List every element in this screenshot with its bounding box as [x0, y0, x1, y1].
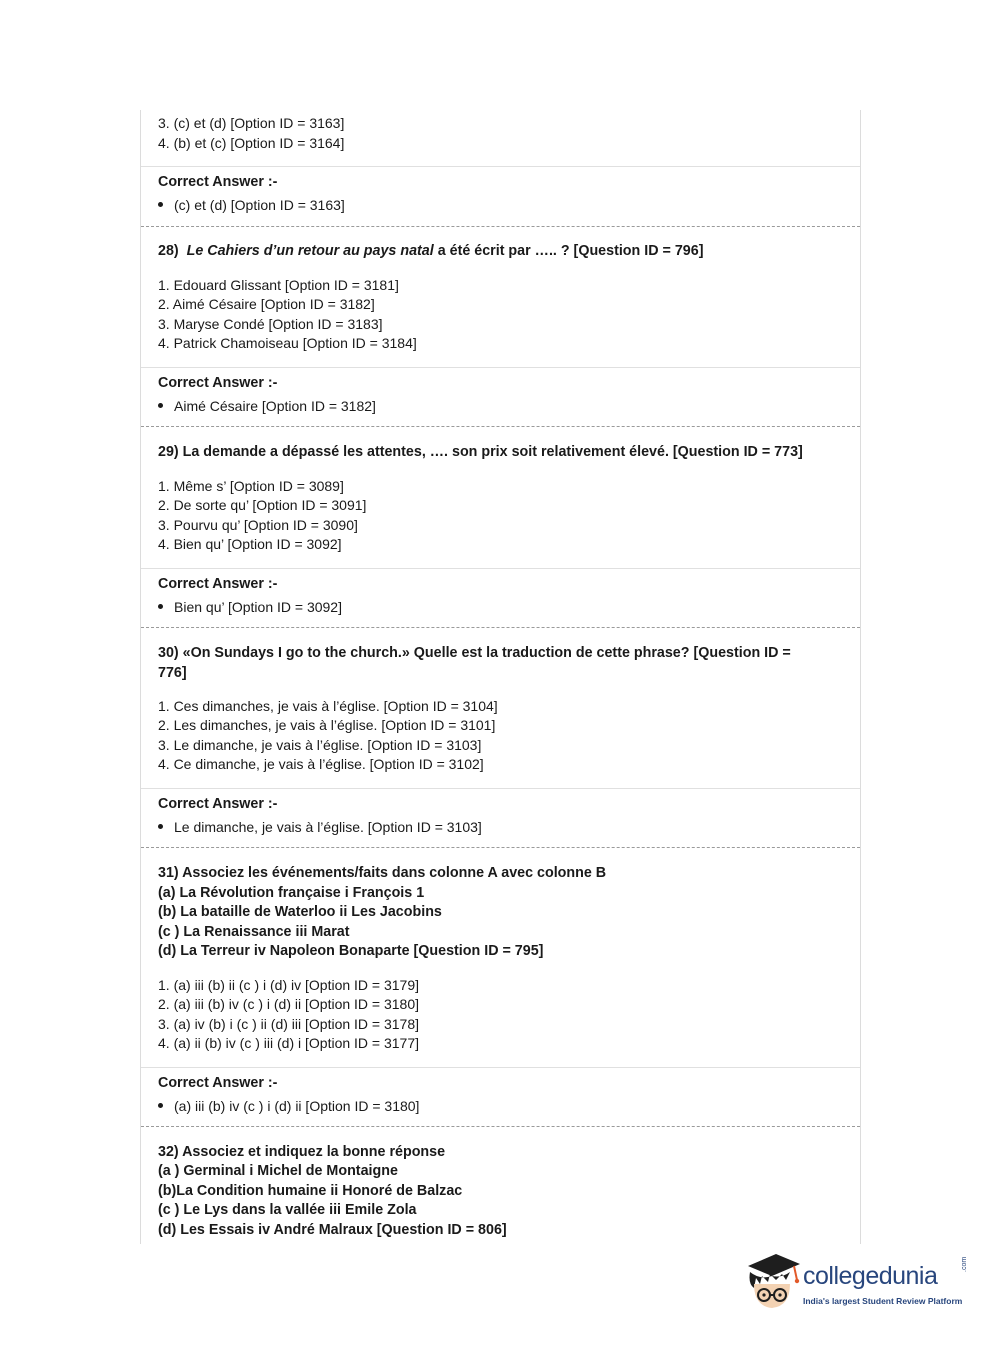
correct-answer-text: Le dimanche, je vais à l’église. [Option ID = 3103] — [174, 819, 482, 835]
question-separator — [141, 426, 860, 427]
mascot-icon — [742, 1250, 802, 1312]
logo-domain-suffix: .com — [961, 1256, 968, 1272]
exam-sheet — [140, 110, 861, 1244]
correct-answer-label: Correct Answer :- — [158, 576, 278, 592]
correct-answer-text: Bien qu’ [Option ID = 3092] — [174, 599, 342, 615]
question-line: (c ) La Renaissance iii Marat — [158, 924, 350, 940]
divider — [141, 1067, 860, 1068]
question-line: (a ) Germinal i Michel de Montaigne — [158, 1163, 398, 1179]
question-line: (b)La Condition humaine ii Honoré de Balzac — [158, 1183, 463, 1199]
question-line: (d) La Terreur iv Napoleon Bonaparte [Question ID = 795] — [158, 943, 544, 959]
correct-answer-item — [158, 1097, 419, 1117]
option-item: 4. (b) et (c) [Option ID = 3164] — [158, 135, 345, 151]
option-item: 1. Edouard Glissant [Option ID = 3181] — [158, 277, 399, 293]
divider — [141, 568, 860, 569]
divider — [141, 166, 860, 167]
question-line: (d) Les Essais iv André Malraux [Question ID = 806] — [158, 1222, 507, 1238]
option-item: 1. Ces dimanches, je vais à l’église. [Option ID = 3104] — [158, 698, 498, 714]
bullet-icon — [158, 1103, 163, 1108]
question-title: 29) La demande a dépassé les attentes, …. son prix soit relativement élevé. [Question ID = 773] — [158, 444, 803, 460]
correct-answer-label: Correct Answer :- — [158, 1075, 278, 1091]
option-item: 4. Bien qu’ [Option ID = 3092] — [158, 536, 342, 552]
correct-answer-item — [158, 397, 376, 417]
correct-answer-label: Correct Answer :- — [158, 796, 278, 812]
bullet-icon — [158, 202, 163, 207]
option-item: 4. (a) ii (b) iv (c ) iii (d) i [Option ID = 3177] — [158, 1035, 420, 1051]
bullet-icon — [158, 824, 163, 829]
option-item: 2. De sorte qu’ [Option ID = 3091] — [158, 497, 367, 513]
option-item: 3. (a) iv (b) i (c ) ii (d) iii [Option ID = 3178] — [158, 1016, 420, 1032]
question-line: (a) La Révolution française i François 1 — [158, 885, 425, 901]
option-item: 3. (c) et (d) [Option ID = 3163] — [158, 115, 345, 131]
correct-answer-item — [158, 196, 345, 216]
question-separator — [141, 1126, 860, 1127]
question-title: 31) Associez les événements/faits dans colonne A avec colonne B — [158, 865, 607, 881]
question-number: 28) — [158, 243, 179, 259]
question-title: 32) Associez et indiquez la bonne réponse — [158, 1144, 446, 1160]
divider — [141, 788, 860, 789]
question-title: 30) «On Sundays I go to the church.» Quelle est la traduction de cette phrase? [Question ID = — [158, 645, 791, 661]
correct-answer-text: Aimé Césaire [Option ID = 3182] — [174, 398, 376, 414]
correct-answer-item — [158, 818, 482, 838]
bullet-icon — [158, 604, 163, 609]
option-item: 2. (a) iii (b) iv (c ) i (d) ii [Option ID = 3180] — [158, 996, 420, 1012]
collegedunia-logo[interactable] — [742, 1250, 972, 1320]
option-item: 3. Pourvu qu’ [Option ID = 3090] — [158, 517, 358, 533]
question-title-continued: 776] — [158, 665, 187, 681]
question-title — [158, 242, 703, 262]
question-line: (b) La bataille de Waterloo ii Les Jacobins — [158, 904, 442, 920]
option-item: 4. Ce dimanche, je vais à l’église. [Option ID = 3102] — [158, 756, 484, 772]
question-title-italic: Le Cahiers d’un retour au pays natal — [186, 243, 434, 259]
correct-answer-text: (c) et (d) [Option ID = 3163] — [174, 197, 345, 213]
option-item: 1. Même s’ [Option ID = 3089] — [158, 478, 344, 494]
question-separator — [141, 847, 860, 848]
option-item: 3. Maryse Condé [Option ID = 3183] — [158, 316, 383, 332]
question-line: (c ) Le Lys dans la vallée iii Emile Zola — [158, 1202, 417, 1218]
question-separator — [141, 627, 860, 628]
correct-answer-label: Correct Answer :- — [158, 375, 278, 391]
bullet-icon — [158, 403, 163, 408]
correct-answer-item — [158, 598, 342, 618]
option-item: 3. Le dimanche, je vais à l’église. [Option ID = 3103] — [158, 737, 482, 753]
correct-answer-label: Correct Answer :- — [158, 174, 278, 190]
option-item: 4. Patrick Chamoiseau [Option ID = 3184] — [158, 335, 417, 351]
option-item: 2. Aimé Césaire [Option ID = 3182] — [158, 296, 375, 312]
divider — [141, 367, 860, 368]
question-separator — [141, 226, 860, 227]
correct-answer-text: (a) iii (b) iv (c ) i (d) ii [Option ID = 3180] — [174, 1098, 420, 1114]
option-item: 1. (a) iii (b) ii (c ) i (d) iv [Option ID = 3179] — [158, 977, 420, 993]
logo-wordmark: collegedunia — [803, 1262, 938, 1290]
option-item: 2. Les dimanches, je vais à l’église. [Option ID = 3101] — [158, 717, 496, 733]
logo-tagline: India's largest Student Review Platform — [803, 1296, 963, 1306]
question-title-rest: a été écrit par ….. ? [Question ID = 796] — [433, 243, 704, 259]
